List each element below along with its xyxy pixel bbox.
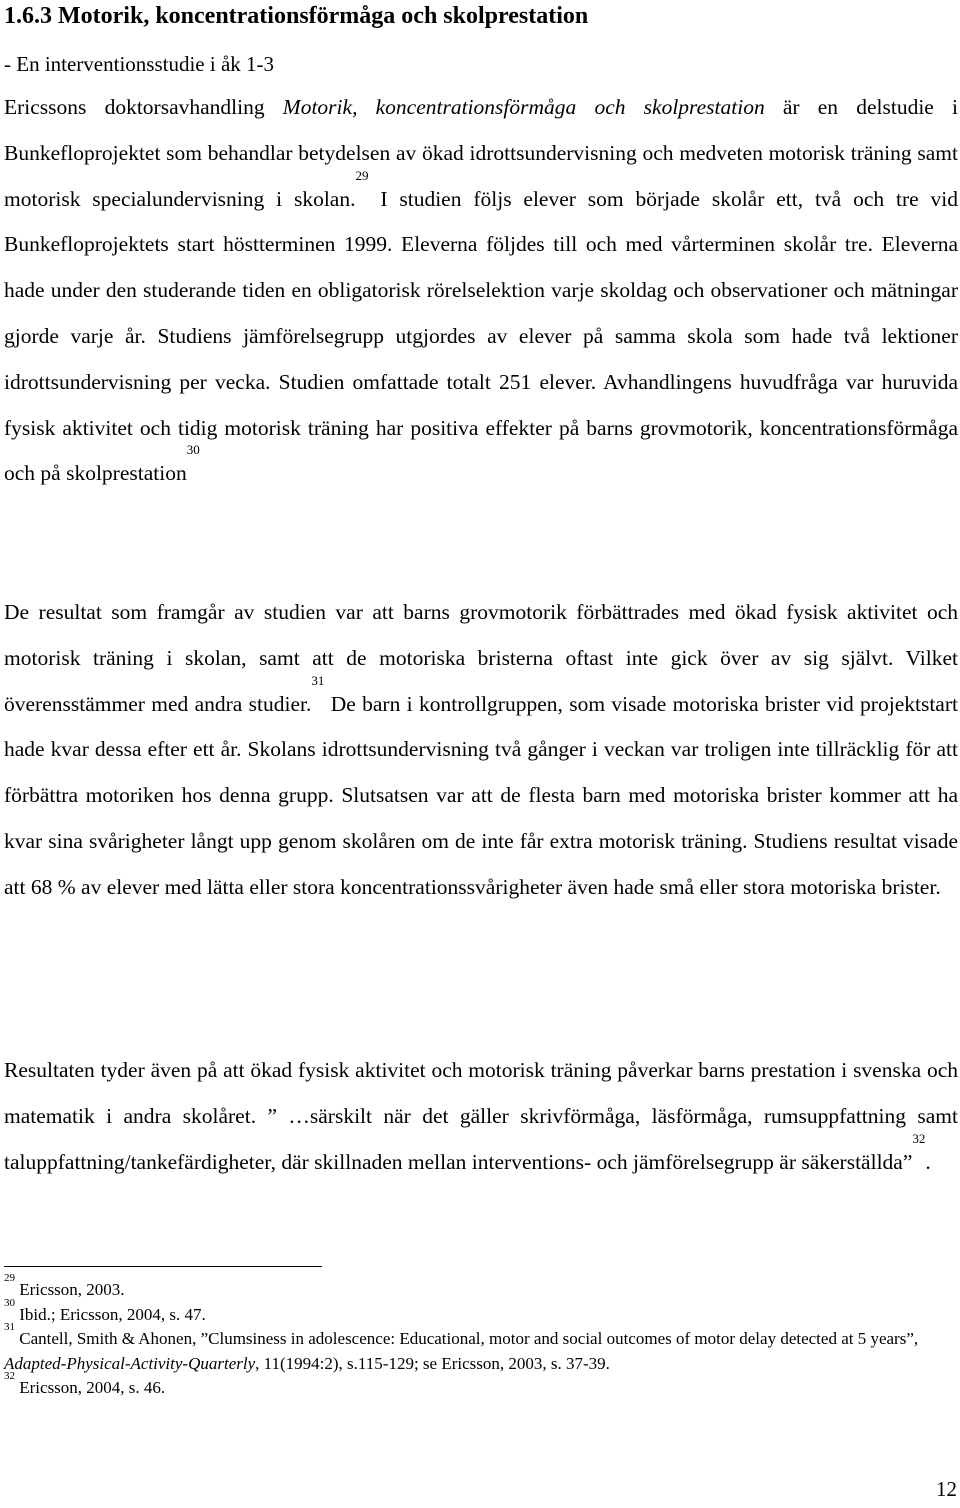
- footnote-31: [4, 1321, 958, 1376]
- footnote-text: Ibid.; Ericsson, 2004, s. 47.: [19, 1304, 206, 1324]
- footnote-ref-31[interactable]: 31: [311, 672, 325, 688]
- paragraph-2-text-a: De resultat som framgår av studien var att barns grovmotorik förbättrades med ökad fysisk aktivitet och motorisk träning i skolan, samt att de motoriska bristerna oftast inte gick över av sig självt. Vilket överensstämmer med andra studier.: [4, 600, 958, 716]
- paragraph-1-text-a: Ericssons doktorsavhandling: [4, 95, 283, 119]
- section-subheading: - En interventionsstudie i åk 1-3: [4, 52, 275, 76]
- footnote-text: Ericsson, 2004, s. 46.: [19, 1378, 166, 1397]
- footnote-text: , 11(1994:2), s.115-129; se Ericsson, 2003, s. 37-39.: [255, 1353, 610, 1373]
- footnote-ref-29[interactable]: 29: [355, 167, 369, 183]
- paragraph-1-text-c: I studien följs elever som började skolår ett, två och tre vid Bunkefloprojektets start höstterminen 1999. Eleverna följdes till och med vårterminen skolår tre. Eleverna hade under den studerande tiden en obligatorisk rörelselektion varje skoldag och observationer och mätningar gjorde varje år. Studiens jämförelsegrupp utgjordes av elever på samma skola som hade två lektioner idrottsundervisning per vecka. Studien omfattade totalt 251 elever. Avhandlingens huvudfråga var huruvida fysisk aktivitet och tidig motorisk träning har positiva effekter på barns grovmotorik, koncentrationsförmåga och på skolprestation: [4, 186, 958, 486]
- footnote-ref-30[interactable]: 30: [186, 442, 200, 458]
- footnote-text: Ericsson, 2003.: [19, 1280, 125, 1299]
- page-number: 12: [936, 1477, 957, 1501]
- journal-title: Adapted-Physical-Activity-Quarterly: [4, 1353, 256, 1373]
- dissertation-title: Motorik, koncentrationsförmåga och skolprestation: [282, 95, 765, 119]
- footnotes: [4, 1272, 958, 1401]
- paragraph-2: [4, 590, 958, 911]
- footnote-number: 29: [4, 1272, 15, 1284]
- paragraph-3-text-a: Resultaten tyder även på att ökad fysisk aktivitet och motorisk träning påverkar barns prestation i svenska och matematik i andra skolåret. ” …särskilt när det gäller skrivförmåga, läsförmåga, rumsuppfattning samt taluppfattning/tankefärdigheter, där skillnaden mellan interventions- och jämförelsegrupp är säkerställda”: [4, 1058, 958, 1174]
- footnote-29: [4, 1272, 958, 1303]
- footnote-text: Cantell, Smith & Ahonen, ”Clumsiness in adolescence: Educational, motor and social outcomes of motor delay detected at 5 years”,: [19, 1329, 919, 1348]
- footnote-number: 31: [4, 1321, 15, 1333]
- paragraph-1: [4, 85, 958, 497]
- footnote-number: 30: [4, 1296, 15, 1309]
- footnote-32: [4, 1370, 958, 1401]
- footnote-30: [4, 1296, 958, 1328]
- paragraph-2-text-b: De barn i kontrollgruppen, som visade motoriska brister vid projektstart hade kvar dessa efter ett år. Skolans idrottsundervisning två gånger i veckan var troligen inte tillräcklig för att förbättra motoriken hos denna grupp. Slutsatsen var att de flesta barn med motoriska brister kommer att ha kvar sina svårigheter långt upp genom skolåren om de inte får extra motorisk träning. Studiens resultat visade att 68 % av elever med lätta eller stora koncentrationssvårigheter även hade små eller stora motoriska brister.: [4, 691, 958, 899]
- paragraph-1-text-b: är en delstudie i Bunkefloprojektet som behandlar betydelsen av ökad idrottsundervisning och medveten motorisk träning samt motorisk specialundervisning i skolan.: [4, 95, 958, 211]
- paragraph-3-text-b: .: [925, 1149, 931, 1174]
- footnote-number: 32: [4, 1370, 15, 1382]
- footnote-separator: [4, 1266, 322, 1267]
- paragraph-3: [4, 1048, 958, 1185]
- section-heading: 1.6.3 Motorik, koncentrationsförmåga och skolprestation: [4, 3, 589, 29]
- footnote-ref-32[interactable]: 32: [912, 1130, 926, 1146]
